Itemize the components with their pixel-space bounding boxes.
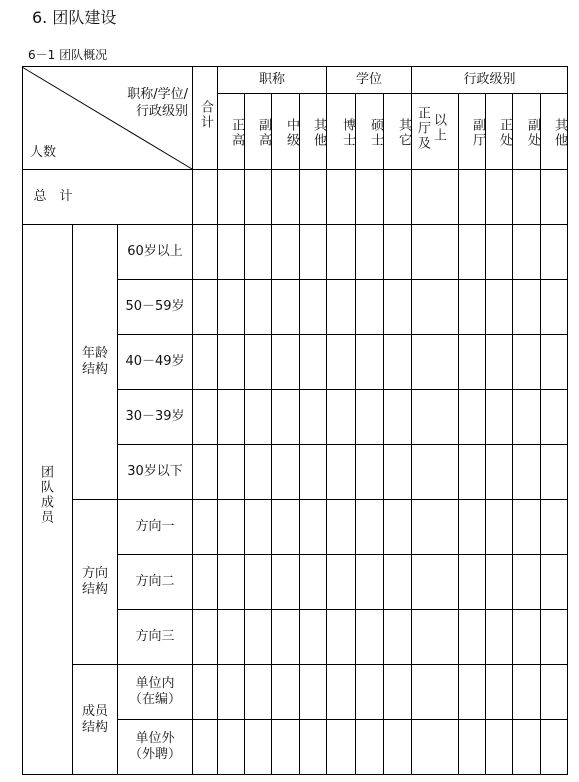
header-col-zhongji: 中级	[284, 118, 299, 148]
row-age-30-39: 30－39岁	[125, 409, 185, 424]
row-direction-1: 方向一	[135, 519, 175, 534]
header-col-qita-degree: 其它	[396, 118, 411, 148]
header-col-zhengting: 正厅及以上	[415, 105, 446, 151]
header-col-shuoshi: 硕士	[368, 118, 383, 148]
member-group-label: 成员结构	[81, 704, 108, 735]
header-group-title: 职称	[258, 72, 285, 87]
header-diagonal-bottom: 人数	[30, 145, 57, 160]
row-age-50-59: 50－59岁	[125, 299, 185, 314]
section-title: 6. 团队建设	[32, 8, 117, 27]
row-direction-3: 方向三	[135, 629, 175, 644]
header-col-qita: 其他	[311, 118, 326, 148]
row-member-internal: 单位内 （在编）	[128, 676, 181, 707]
row-total-label: 总 计	[33, 189, 73, 204]
header-col-qita-admin: 其他	[552, 118, 567, 148]
header-col-zhengchu: 正处	[497, 118, 512, 148]
row-age-60-plus: 60岁以上	[127, 244, 183, 259]
row-age-40-49: 40－49岁	[125, 354, 185, 369]
row-age-under-30: 30岁以下	[127, 464, 183, 479]
members-label: 团队成员	[38, 465, 53, 525]
header-group-admin: 行政级别	[463, 72, 516, 87]
direction-group-label: 方向结构	[81, 566, 108, 597]
header-group-degree: 学位	[355, 72, 382, 87]
header-col-futing: 副厅	[470, 118, 485, 148]
header-total: 合计	[198, 100, 213, 130]
header-col-fugao: 副高	[256, 118, 271, 148]
row-direction-2: 方向二	[135, 574, 175, 589]
header-col-boshi: 博士	[340, 118, 355, 148]
header-col-fuchu: 副处	[525, 118, 540, 148]
header-diagonal-top: 职称/学位/ 行政级别	[127, 87, 188, 119]
header-col-zhenggao: 正高	[229, 118, 244, 148]
subsection-title: 6－1 团队概况	[28, 48, 108, 62]
age-group-label: 年龄结构	[81, 346, 108, 377]
row-member-external: 单位外 （外聘）	[128, 731, 181, 762]
